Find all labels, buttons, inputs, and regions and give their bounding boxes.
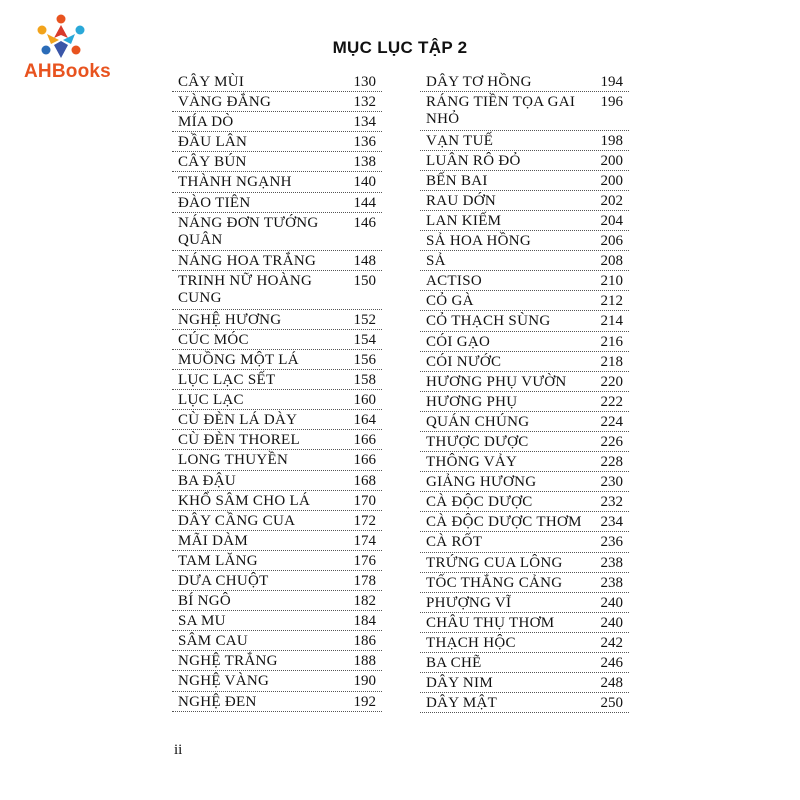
toc-entry <box>172 491 382 511</box>
toc-entry-title: CỎ THẠCH SÙNG <box>426 313 551 330</box>
toc-entry-title: CÀ ĐỘC DƯỢC THƠM <box>426 514 582 531</box>
toc-entry-title: ĐÀO TIÊN <box>178 194 251 211</box>
toc-entry-page: 172 <box>353 512 376 529</box>
toc-entry-page: 200 <box>600 152 623 169</box>
toc-entry <box>420 251 629 271</box>
toc-entry <box>172 330 382 350</box>
toc-entry-title: CÓI NƯỚC <box>426 353 502 370</box>
toc-entry-title: CÙ ĐÈN LÁ DÀY <box>178 412 298 429</box>
toc-entry-title: LUÂN RÔ ĐỎ <box>426 152 521 169</box>
toc-entry-title: TRỨNG CUA LÔNG <box>426 554 563 571</box>
toc-entry <box>420 151 629 171</box>
toc-entry-page: 170 <box>353 492 376 509</box>
toc-entry-page: 154 <box>353 331 376 348</box>
toc-entry-title: QUÁN CHÚNG <box>426 413 530 430</box>
toc-entry-page: 212 <box>600 293 623 310</box>
toc-entry <box>172 591 382 611</box>
toc-entry-title: MUỒNG MỘT LÁ <box>178 351 299 368</box>
toc-entry <box>420 372 629 392</box>
toc-entry <box>172 611 382 631</box>
toc-entry-title: CÂY BÚN <box>178 154 247 171</box>
toc-entry <box>420 593 629 613</box>
toc-entry <box>420 352 629 372</box>
toc-entry-page: 136 <box>353 134 376 151</box>
toc-entry <box>172 112 382 132</box>
toc-entry-title: HƯƠNG PHỤ <box>426 393 518 410</box>
toc-entry-page: 168 <box>353 472 376 489</box>
toc-entry-page: 232 <box>600 494 623 511</box>
toc-entry <box>420 573 629 593</box>
toc-entry <box>172 471 382 491</box>
toc-entry <box>420 271 629 291</box>
toc-entry-page: 178 <box>353 572 376 589</box>
toc-entry-page: 156 <box>353 351 376 368</box>
toc-entry-page: 166 <box>353 452 376 469</box>
toc-entry-title: LAN KIẾM <box>426 212 502 229</box>
toc-entry-page: 238 <box>600 574 623 591</box>
toc-entry <box>172 671 382 691</box>
toc-entry-page: 234 <box>600 514 623 531</box>
toc-entry <box>172 631 382 651</box>
toc-entry <box>172 213 382 252</box>
toc-entry-title: DÂY TƠ HỒNG <box>426 74 532 90</box>
toc-entry-page: 174 <box>353 532 376 549</box>
toc-entry-page: 222 <box>600 393 623 410</box>
toc-right-column <box>420 72 629 713</box>
toc-entry-title: THẠCH HỘC <box>426 634 516 651</box>
toc-entry-page: 134 <box>353 114 376 131</box>
toc-entry-title: SA MU <box>178 613 226 630</box>
toc-entry <box>172 430 382 450</box>
toc-entry <box>172 152 382 172</box>
toc-entry-page: 184 <box>353 613 376 630</box>
toc-entry-title: NGHỆ VÀNG <box>178 673 270 690</box>
toc-entry <box>420 131 629 151</box>
toc-entry-title: CHÂU THỤ THƠM <box>426 614 555 631</box>
toc-entry <box>172 132 382 152</box>
toc-entry <box>172 310 382 330</box>
toc-entry-title: BẾN BAI <box>426 172 488 189</box>
toc-entry <box>172 511 382 531</box>
toc-entry-title: NGHỆ TRẮNG <box>178 653 278 670</box>
toc-entry-page: 196 <box>600 94 623 111</box>
toc-entry <box>420 693 629 713</box>
toc-entry <box>172 350 382 370</box>
toc-entry <box>420 673 629 693</box>
toc-entry <box>420 432 629 452</box>
toc-entry <box>420 231 629 251</box>
toc-entry-page: 240 <box>600 614 623 631</box>
toc-entry <box>420 472 629 492</box>
toc-entry-title: CÂY MÙI <box>178 74 245 90</box>
toc-entry-title: NGHỆ HƯƠNG <box>178 311 282 328</box>
toc-entry-page: 164 <box>353 412 376 429</box>
toc-entry <box>420 613 629 633</box>
toc-entry-page: 224 <box>600 413 623 430</box>
toc-entry <box>172 72 382 92</box>
toc-entry-title: PHƯỢNG VĨ <box>426 594 512 611</box>
toc-entry-page: 176 <box>353 552 376 569</box>
toc-entry <box>420 633 629 653</box>
toc-entry-page: 216 <box>600 333 623 350</box>
toc-entry-page: 148 <box>353 253 376 270</box>
toc-entry-title: RAU DỚN <box>426 192 497 209</box>
toc-entry <box>420 492 629 512</box>
toc-entry-page: 192 <box>353 693 376 710</box>
toc-entry-page: 246 <box>600 655 623 672</box>
toc-entry <box>172 651 382 671</box>
toc-entry-page: 242 <box>600 634 623 651</box>
toc-entry <box>420 553 629 573</box>
toc-entry-page: 202 <box>600 192 623 209</box>
toc-entry-page: 204 <box>600 212 623 229</box>
toc-entry-title: CÀ ĐỘC DƯỢC <box>426 494 533 511</box>
toc-entry-title: NÁNG HOA TRẮNG <box>178 253 317 270</box>
toc-entry-title: DÂY NIM <box>426 675 493 692</box>
toc-entry-page: 130 <box>353 74 376 90</box>
toc-entry-page: 182 <box>353 593 376 610</box>
toc-entry-title: SẢ <box>426 253 446 270</box>
toc-entry-page: 158 <box>353 372 376 389</box>
toc-entry-title: BA CHẼ <box>426 655 482 672</box>
toc-entry <box>420 392 629 412</box>
toc-entry-page: 140 <box>353 174 376 191</box>
brand-name: AHBooks <box>24 61 111 82</box>
toc-entry-page: 194 <box>600 74 623 90</box>
toc-entry-page: 132 <box>353 94 376 111</box>
toc-entry <box>420 452 629 472</box>
toc-entry-page: 188 <box>353 653 376 670</box>
toc-entry-page: 248 <box>600 675 623 692</box>
toc-entry-title: DÂY MẬT <box>426 695 498 712</box>
toc-entry-page: 240 <box>600 594 623 611</box>
toc-entry-title: MÍA DÒ <box>178 114 234 131</box>
toc-entry-title: NGHỆ ĐEN <box>178 693 257 710</box>
toc-entry <box>420 191 629 211</box>
toc-entry-page: 250 <box>600 695 623 712</box>
toc-entry-page: 208 <box>600 253 623 270</box>
toc-entry <box>172 92 382 112</box>
toc-entry <box>420 291 629 311</box>
toc-entry-page: 210 <box>600 273 623 290</box>
toc-entry <box>420 171 629 191</box>
toc-entry-page: 146 <box>353 214 376 231</box>
toc-entry-page: 220 <box>600 373 623 390</box>
page-number: ii <box>174 742 183 758</box>
toc-entry-page: 230 <box>600 474 623 491</box>
toc-entry <box>172 251 382 271</box>
toc-entry-title: NÁNG ĐƠN TƯỚNG QUÂN <box>178 214 319 248</box>
toc-entry <box>172 193 382 213</box>
toc-entry-title: KHỔ SÂM CHO LÁ <box>178 492 311 509</box>
toc-entry-page: 198 <box>600 132 623 149</box>
toc-entry-title: HƯƠNG PHỤ VƯỜN <box>426 373 567 390</box>
page-title: MỤC LỤC TẬP 2 <box>332 38 468 57</box>
toc-entry-title: DƯA CHUỘT <box>178 572 269 589</box>
toc-entry-title: GIẢNG HƯƠNG <box>426 474 537 491</box>
toc-entry-title: ĐẦU LÂN <box>178 134 248 151</box>
toc-entry <box>172 450 382 470</box>
toc-entry <box>420 211 629 231</box>
toc-entry <box>420 532 629 552</box>
toc-left-column <box>172 72 382 712</box>
toc-entry <box>172 370 382 390</box>
toc-entry-page: 150 <box>353 273 376 290</box>
toc-entry <box>172 410 382 430</box>
toc-entry-page: 190 <box>353 673 376 690</box>
toc-entry-page: 238 <box>600 554 623 571</box>
toc-entry-title: MÃI DÀM <box>178 532 249 549</box>
toc-entry-title: RÁNG TIỀN TỌA GAI NHỎ <box>426 94 576 128</box>
toc-entry-title: CỎ GÀ <box>426 293 474 310</box>
toc-entry-title: BÍ NGÔ <box>178 593 232 610</box>
toc-entry-title: TỐC THẮNG CẢNG <box>426 574 563 591</box>
toc-entry-page: 152 <box>353 311 376 328</box>
toc-entry <box>172 551 382 571</box>
toc-entry-title: TAM LĂNG <box>178 552 258 569</box>
toc-entry-title: THÀNH NGẠNH <box>178 174 292 191</box>
toc-entry-title: TRINH NỮ HOÀNG CUNG <box>178 273 313 307</box>
toc-entry-title: DÂY CẦNG CUA <box>178 512 296 529</box>
toc-entry-title: SÂM CAU <box>178 633 249 650</box>
toc-entry-page: 200 <box>600 172 623 189</box>
toc-entry <box>172 571 382 591</box>
toc-entry-title: VÀNG ĐẮNG <box>178 94 272 111</box>
toc-entry-page: 218 <box>600 353 623 370</box>
toc-entry-title: ACTISO <box>426 273 482 290</box>
toc-entry <box>420 332 629 352</box>
toc-entry-title: BA ĐẬU <box>178 472 237 489</box>
toc-entry-page: 160 <box>353 392 376 409</box>
toc-entry <box>172 390 382 410</box>
toc-entry-title: CÀ RỐT <box>426 534 483 551</box>
toc-entry-page: 214 <box>600 313 623 330</box>
toc-entry-title: THƯỢC DƯỢC <box>426 434 529 450</box>
toc-entry-page: 226 <box>600 434 623 450</box>
toc-entry <box>420 412 629 432</box>
toc-entry-page: 138 <box>353 154 376 171</box>
toc-entry-page: 228 <box>600 454 623 471</box>
toc-entry-page: 206 <box>600 233 623 250</box>
toc-entry-title: THÔNG VẢY <box>426 454 518 471</box>
toc-entry-title: LONG THUYỀN <box>178 452 289 469</box>
toc-entry-page: 144 <box>353 194 376 211</box>
toc-entry <box>172 692 382 712</box>
toc-entry-page: 166 <box>353 432 376 449</box>
toc-entry <box>172 531 382 551</box>
toc-entry-page: 186 <box>353 633 376 650</box>
toc-entry-page: 236 <box>600 534 623 551</box>
toc-entry-title: CÚC MÓC <box>178 331 249 348</box>
toc-entry <box>420 512 629 532</box>
toc-entry-title: CÓI GẠO <box>426 333 491 350</box>
toc-entry-title: LỤC LẠC SẾT <box>178 372 276 389</box>
toc-entry <box>172 172 382 192</box>
toc-entry-title: CÙ ĐÈN THOREL <box>178 432 300 449</box>
toc-entry <box>420 311 629 331</box>
toc-entry <box>420 653 629 673</box>
toc-entry <box>420 92 629 131</box>
toc-entry-title: SẢ HOA HỒNG <box>426 233 531 250</box>
toc-entry <box>172 271 382 310</box>
toc-entry-title: LỤC LẠC <box>178 392 244 409</box>
toc-entry-title: VẠN TUẾ <box>426 132 494 149</box>
toc-entry <box>420 72 629 92</box>
